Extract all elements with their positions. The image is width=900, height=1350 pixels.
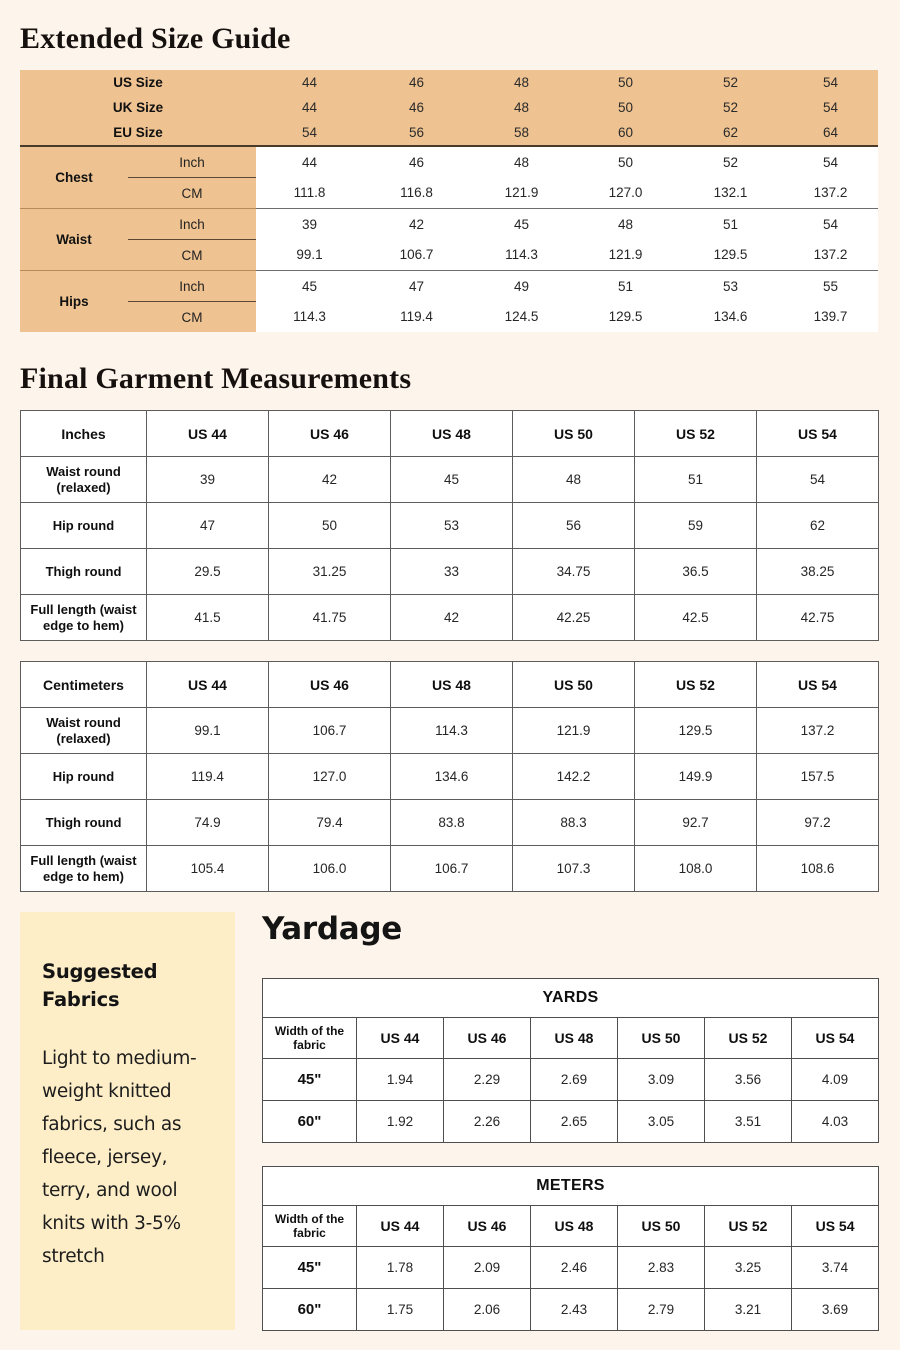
- table-cell-value: 114.3: [391, 708, 513, 754]
- measure-unit-label: CM: [128, 178, 256, 209]
- table-cell-value: 4.09: [792, 1059, 879, 1101]
- measure-value-cm: 139.7: [783, 302, 878, 333]
- measure-value-cm: 132.1: [678, 178, 783, 209]
- suggested-fabrics-title: Suggested Fabrics: [42, 960, 158, 1011]
- table-row: [263, 1289, 879, 1331]
- size-row-value: 44: [256, 70, 363, 95]
- table-row: [21, 549, 879, 595]
- size-guide-measure-row: [20, 146, 878, 178]
- size-row-value: 48: [470, 95, 573, 120]
- table-cell-value: 88.3: [513, 800, 635, 846]
- cm-table-head: [21, 662, 879, 708]
- size-row-value: 60: [573, 120, 678, 146]
- table-cell-value: 41.5: [147, 595, 269, 641]
- measure-unit-label: Inch: [128, 209, 256, 240]
- extended-size-guide-table: [20, 70, 878, 332]
- measure-value-inch: 50: [573, 146, 678, 178]
- measure-value-inch: 48: [573, 209, 678, 240]
- table-cell-value: 107.3: [513, 846, 635, 892]
- table-cell-value: 92.7: [635, 800, 757, 846]
- table-cell-value: 2.65: [531, 1101, 618, 1143]
- size-row-value: 48: [470, 70, 573, 95]
- table-cell-value: 4.03: [792, 1101, 879, 1143]
- column-header: US 44: [357, 1018, 444, 1059]
- measure-value-inch: 44: [256, 146, 363, 178]
- table-header-row: [263, 1018, 879, 1059]
- table-cell-value: 134.6: [391, 754, 513, 800]
- table-cell-value: 54: [757, 457, 879, 503]
- measure-value-cm: 119.4: [363, 302, 470, 333]
- column-header: US 44: [147, 662, 269, 708]
- fabric-width-value: 60": [263, 1101, 357, 1143]
- measure-value-cm: 137.2: [783, 178, 878, 209]
- table-row: [263, 1247, 879, 1289]
- row-label: Hip round: [21, 754, 147, 800]
- table-cell-value: 1.92: [357, 1101, 444, 1143]
- measure-value-cm: 99.1: [256, 240, 363, 271]
- table-header-row: [21, 662, 879, 708]
- table-cell-value: 3.51: [705, 1101, 792, 1143]
- size-row-value: 52: [678, 95, 783, 120]
- column-header: US 54: [792, 1018, 879, 1059]
- size-row-value: 54: [783, 95, 878, 120]
- column-header: US 48: [391, 411, 513, 457]
- measure-unit-label: Inch: [128, 271, 256, 302]
- measure-value-inch: 46: [363, 146, 470, 178]
- table-cell-value: 2.69: [531, 1059, 618, 1101]
- column-header: US 44: [147, 411, 269, 457]
- table-cell-value: 1.94: [357, 1059, 444, 1101]
- table-cell-value: 119.4: [147, 754, 269, 800]
- table-cell-value: 39: [147, 457, 269, 503]
- meters-table-body: [263, 1247, 879, 1331]
- fabric-width-value: 60": [263, 1289, 357, 1331]
- table-cell-value: 31.25: [269, 549, 391, 595]
- row-label: Hip round: [21, 503, 147, 549]
- table-cell-value: 97.2: [757, 800, 879, 846]
- column-header: US 46: [444, 1018, 531, 1059]
- size-row-value: 64: [783, 120, 878, 146]
- column-header: US 48: [531, 1206, 618, 1247]
- table-cell-value: 3.21: [705, 1289, 792, 1331]
- table-cell-value: 42: [269, 457, 391, 503]
- measure-unit-label: Inch: [128, 146, 256, 178]
- measure-value-cm: 106.7: [363, 240, 470, 271]
- measure-value-cm: 121.9: [470, 178, 573, 209]
- table-cell-value: 62: [757, 503, 879, 549]
- measure-value-cm: 116.8: [363, 178, 470, 209]
- measure-value-inch: 54: [783, 146, 878, 178]
- yardage-title-row: [263, 1167, 879, 1206]
- size-row-label: UK Size: [20, 95, 256, 120]
- size-row-value: 50: [573, 95, 678, 120]
- column-header: US 54: [792, 1206, 879, 1247]
- table-cell-value: 2.83: [618, 1247, 705, 1289]
- table-corner-label: Centimeters: [21, 662, 147, 708]
- table-header-row: [263, 1206, 879, 1247]
- final-garment-inches-table: [20, 410, 879, 641]
- measure-value-inch: 51: [678, 209, 783, 240]
- row-label: Full length (waist edge to hem): [21, 846, 147, 892]
- yardage-yards-table: [262, 978, 879, 1143]
- yardage-unit-title: YARDS: [263, 979, 879, 1018]
- column-header: US 50: [513, 411, 635, 457]
- table-cell-value: 108.6: [757, 846, 879, 892]
- suggested-fabrics-body: Light to medium-weight knitted fabrics, such as fleece, jersey, terry, and wool knits with 3-5% stretch: [42, 1048, 197, 1267]
- size-guide-measure-row: [20, 178, 878, 209]
- measure-value-inch: 45: [470, 209, 573, 240]
- measure-value-inch: 52: [678, 146, 783, 178]
- table-cell-value: 3.74: [792, 1247, 879, 1289]
- table-cell-value: 99.1: [147, 708, 269, 754]
- size-row-value: 44: [256, 95, 363, 120]
- yards-table-head: [263, 979, 879, 1059]
- table-cell-value: 47: [147, 503, 269, 549]
- table-cell-value: 51: [635, 457, 757, 503]
- inches-table-body: [21, 457, 879, 641]
- column-header: US 46: [269, 411, 391, 457]
- size-row-label: EU Size: [20, 120, 256, 146]
- table-cell-value: 50: [269, 503, 391, 549]
- table-cell-value: 1.75: [357, 1289, 444, 1331]
- measure-value-inch: 48: [470, 146, 573, 178]
- inches-table-head: [21, 411, 879, 457]
- table-cell-value: 33: [391, 549, 513, 595]
- column-header: US 52: [635, 411, 757, 457]
- table-cell-value: 3.56: [705, 1059, 792, 1101]
- table-cell-value: 42: [391, 595, 513, 641]
- row-label: Full length (waist edge to hem): [21, 595, 147, 641]
- yardage-unit-title: METERS: [263, 1167, 879, 1206]
- table-cell-value: 42.5: [635, 595, 757, 641]
- table-cell-value: 2.43: [531, 1289, 618, 1331]
- measure-value-cm: 137.2: [783, 240, 878, 271]
- size-row-value: 46: [363, 95, 470, 120]
- measure-value-cm: 114.3: [470, 240, 573, 271]
- table-cell-value: 106.0: [269, 846, 391, 892]
- measure-value-cm: 114.3: [256, 302, 363, 333]
- size-guide-size-row: [20, 95, 878, 120]
- table-cell-value: 129.5: [635, 708, 757, 754]
- table-cell-value: 2.09: [444, 1247, 531, 1289]
- table-cell-value: 53: [391, 503, 513, 549]
- page-title-yardage: Yardage: [262, 911, 403, 947]
- table-cell-value: 3.25: [705, 1247, 792, 1289]
- measure-value-cm: 124.5: [470, 302, 573, 333]
- size-guide-measure-row: [20, 209, 878, 240]
- size-row-value: 46: [363, 70, 470, 95]
- size-guide-header-rows: [20, 70, 878, 146]
- table-row: [21, 457, 879, 503]
- table-row: [21, 846, 879, 892]
- table-cell-value: 74.9: [147, 800, 269, 846]
- table-cell-value: 142.2: [513, 754, 635, 800]
- table-row: [263, 1101, 879, 1143]
- row-label: Thigh round: [21, 800, 147, 846]
- row-label: Waist round (relaxed): [21, 708, 147, 754]
- size-row-label: US Size: [20, 70, 256, 95]
- size-guide-size-row: [20, 70, 878, 95]
- measure-value-inch: 53: [678, 271, 783, 302]
- table-cell-value: 79.4: [269, 800, 391, 846]
- table-cell-value: 38.25: [757, 549, 879, 595]
- table-row: [21, 754, 879, 800]
- table-row: [21, 595, 879, 641]
- size-row-value: 54: [783, 70, 878, 95]
- row-label: Waist round (relaxed): [21, 457, 147, 503]
- measure-value-cm: 127.0: [573, 178, 678, 209]
- size-row-value: 58: [470, 120, 573, 146]
- table-cell-value: 1.78: [357, 1247, 444, 1289]
- table-row: [21, 800, 879, 846]
- table-corner-label: Inches: [21, 411, 147, 457]
- measure-value-inch: 39: [256, 209, 363, 240]
- column-header: US 48: [391, 662, 513, 708]
- table-cell-value: 3.09: [618, 1059, 705, 1101]
- table-cell-value: 42.75: [757, 595, 879, 641]
- yardage-title-row: [263, 979, 879, 1018]
- table-cell-value: 157.5: [757, 754, 879, 800]
- table-cell-value: 2.26: [444, 1101, 531, 1143]
- table-cell-value: 137.2: [757, 708, 879, 754]
- table-cell-value: 2.06: [444, 1289, 531, 1331]
- column-header: US 50: [513, 662, 635, 708]
- fabric-width-label: Width of the fabric: [263, 1206, 357, 1247]
- measure-value-inch: 45: [256, 271, 363, 302]
- column-header: US 54: [757, 411, 879, 457]
- table-cell-value: 3.05: [618, 1101, 705, 1143]
- measure-value-inch: 51: [573, 271, 678, 302]
- column-header: US 52: [635, 662, 757, 708]
- column-header: US 46: [269, 662, 391, 708]
- table-cell-value: 121.9: [513, 708, 635, 754]
- cm-table-body: [21, 708, 879, 892]
- table-header-row: [21, 411, 879, 457]
- size-guide-measure-row: [20, 271, 878, 302]
- column-header: US 50: [618, 1206, 705, 1247]
- size-guide-measure-row: [20, 302, 878, 333]
- table-cell-value: 45: [391, 457, 513, 503]
- measure-value-cm: 111.8: [256, 178, 363, 209]
- measure-value-inch: 55: [783, 271, 878, 302]
- measure-value-cm: 121.9: [573, 240, 678, 271]
- row-label: Thigh round: [21, 549, 147, 595]
- size-row-value: 50: [573, 70, 678, 95]
- measure-value-cm: 134.6: [678, 302, 783, 333]
- page-title-final-garment-measurements: Final Garment Measurements: [20, 362, 412, 395]
- table-cell-value: 2.29: [444, 1059, 531, 1101]
- table-cell-value: 56: [513, 503, 635, 549]
- column-header: US 50: [618, 1018, 705, 1059]
- table-cell-value: 42.25: [513, 595, 635, 641]
- yards-table-body: [263, 1059, 879, 1143]
- meters-table-head: [263, 1167, 879, 1247]
- table-cell-value: 106.7: [391, 846, 513, 892]
- final-garment-cm-table: [20, 661, 879, 892]
- size-guide-size-row: [20, 120, 878, 146]
- table-cell-value: 108.0: [635, 846, 757, 892]
- size-row-value: 62: [678, 120, 783, 146]
- measure-group-name: Chest: [20, 146, 128, 209]
- measure-value-inch: 42: [363, 209, 470, 240]
- measure-group-name: Waist: [20, 209, 128, 271]
- table-row: [263, 1059, 879, 1101]
- size-guide-measure-row: [20, 240, 878, 271]
- measure-unit-label: CM: [128, 240, 256, 271]
- measure-group-name: Hips: [20, 271, 128, 333]
- table-cell-value: 83.8: [391, 800, 513, 846]
- table-cell-value: 41.75: [269, 595, 391, 641]
- column-header: US 52: [705, 1018, 792, 1059]
- table-cell-value: 127.0: [269, 754, 391, 800]
- table-cell-value: 48: [513, 457, 635, 503]
- measure-value-inch: 47: [363, 271, 470, 302]
- size-row-value: 54: [256, 120, 363, 146]
- table-cell-value: 105.4: [147, 846, 269, 892]
- measure-unit-label: CM: [128, 302, 256, 333]
- measure-value-cm: 129.5: [573, 302, 678, 333]
- fabric-width-value: 45": [263, 1059, 357, 1101]
- column-header: US 46: [444, 1206, 531, 1247]
- table-row: [21, 708, 879, 754]
- yardage-meters-table: [262, 1166, 879, 1331]
- page-title-extended-size-guide: Extended Size Guide: [20, 22, 291, 55]
- column-header: US 44: [357, 1206, 444, 1247]
- measure-value-inch: 49: [470, 271, 573, 302]
- table-cell-value: 36.5: [635, 549, 757, 595]
- table-row: [21, 503, 879, 549]
- column-header: US 52: [705, 1206, 792, 1247]
- table-cell-value: 2.46: [531, 1247, 618, 1289]
- table-cell-value: 2.79: [618, 1289, 705, 1331]
- suggested-fabrics-panel: [20, 912, 235, 1330]
- measure-value-inch: 54: [783, 209, 878, 240]
- table-cell-value: 59: [635, 503, 757, 549]
- measure-value-cm: 129.5: [678, 240, 783, 271]
- table-cell-value: 29.5: [147, 549, 269, 595]
- column-header: US 54: [757, 662, 879, 708]
- size-guide-body-rows: [20, 146, 878, 332]
- size-row-value: 56: [363, 120, 470, 146]
- table-cell-value: 149.9: [635, 754, 757, 800]
- table-cell-value: 3.69: [792, 1289, 879, 1331]
- fabric-width-label: Width of the fabric: [263, 1018, 357, 1059]
- table-cell-value: 34.75: [513, 549, 635, 595]
- column-header: US 48: [531, 1018, 618, 1059]
- table-cell-value: 106.7: [269, 708, 391, 754]
- size-row-value: 52: [678, 70, 783, 95]
- fabric-width-value: 45": [263, 1247, 357, 1289]
